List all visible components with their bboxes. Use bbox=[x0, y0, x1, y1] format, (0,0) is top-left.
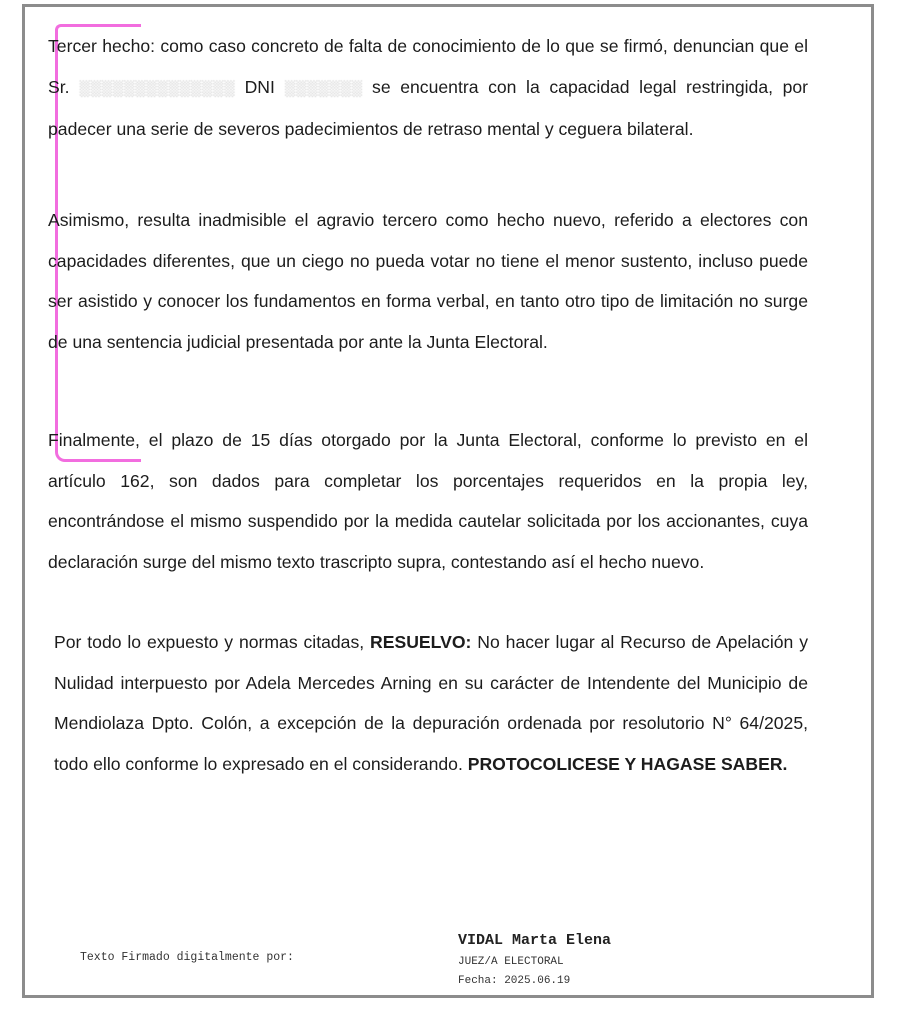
signature-label: Texto Firmado digitalmente por: bbox=[80, 951, 294, 964]
p1-text-a: Tercer hecho: como caso concreto de falta de conocimiento de lo que se firmó, denuncian que el Sr. bbox=[48, 36, 808, 97]
dni-label: DNI bbox=[244, 76, 275, 97]
signature-block bbox=[0, 928, 898, 998]
p4-text-b: No hacer lugar al Recurso de Apelación y Nulidad interpuesto por Adela Mercedes Arning en su carácter de Intendente del Municipio de Mendiolaza Dpto. Colón, a excepción de la depuración ordenada por resolutorio N° 64/2025, todo ello conforme lo expresado en el considerando. bbox=[54, 632, 808, 774]
p1-text-b: se encuentra con la capacidad legal restringida, por padecer una serie de severos padecimientos de retraso mental y ceguera bilateral. bbox=[48, 76, 809, 139]
paragraph-resolucion bbox=[54, 622, 808, 784]
signature-date: Fecha: 2025.06.19 bbox=[458, 975, 571, 987]
paragraph-finalmente: Finalmente, el plazo de 15 días otorgado por la Junta Electoral, conforme lo previsto en el artículo 162, son dados para completar los porcentajes requeridos en la propia ley, encontrándose el mismo suspendido por la medida cautelar solicitada por los accionantes, cuya declaración surge del mismo texto trascripto supra, contestando así el hecho nuevo. bbox=[48, 430, 808, 572]
paragraph-tercer-hecho bbox=[48, 26, 808, 150]
protocolicese-label: PROTOCOLICESE Y HAGASE SABER. bbox=[467, 753, 788, 774]
p4-text-a: Por todo lo expuesto y normas citadas, bbox=[54, 632, 365, 652]
signer-role: JUEZ/A ELECTORAL bbox=[458, 956, 564, 968]
redacted-name: ░░░░░░░░░░░░░░ bbox=[79, 79, 235, 97]
resuelvo-label: RESUELVO: bbox=[370, 632, 472, 652]
signer-name: VIDAL Marta Elena bbox=[458, 932, 612, 949]
paragraph-asimismo: Asimismo, resulta inadmisible el agravio tercero como hecho nuevo, referido a electores con capacidades diferentes, que un ciego no pueda votar no tiene el menor sustento, incluso puede ser asistido y conocer los fundamentos en forma verbal, en tanto otro tipo de limitación no surge de una sentencia judicial presentada por ante la Junta Electoral. bbox=[48, 210, 808, 352]
redacted-dni: ░░░░░░░ bbox=[284, 79, 363, 97]
